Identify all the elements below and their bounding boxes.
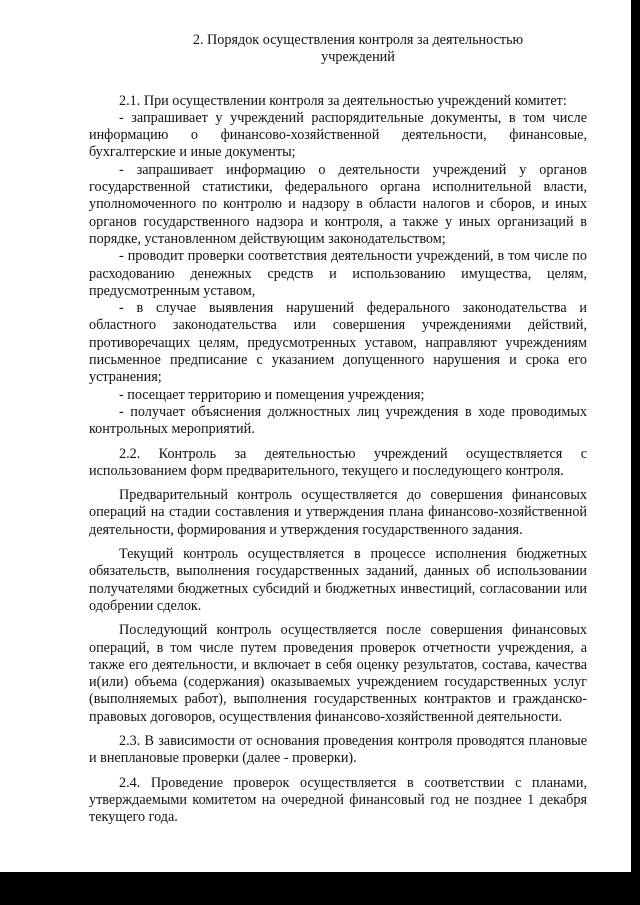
list-item-request-information: - запрашивает информацию о деятельности учреждений у органов государственной статистики, федерального органа исполнительной власти, уполномоченного по контролю и надзору в области налогов и сборов, и иных органов государственного надзора и контроля, а также у иных организаций в порядке, установленном действующим законодательством; [89, 161, 587, 247]
section-title-line-2: учреждений [321, 49, 395, 66]
list-item-request-documents: - запрашивает у учреждений распорядительные документы, в том числе информацию о финансово-хозяйственной деятельности, финансовые, бухгалтерские и иные документы; [89, 109, 587, 161]
paragraph-preliminary-control: Предварительный контроль осуществляется до совершения финансовых операций на стадии составления и утверждения плана финансово-хозяйственной деятельности, формирования и утверждения государственного задания. [89, 487, 587, 538]
section-title [89, 32, 587, 67]
section-title-line-1: 2. Порядок осуществления контроля за деятельностью [192, 32, 524, 48]
paragraph-2-2: 2.2. Контроль за деятельностью учреждений осуществляется с использованием форм предварительного, текущего и последующего контроля. [89, 445, 587, 479]
paragraph-2-3: 2.3. В зависимости от основания проведения контроля проводятся плановые и внеплановые проверки (далее - проверки). [89, 732, 587, 767]
list-item-visit-premises: - посещает территорию и помещения учреждения; [119, 386, 425, 403]
list-item-conduct-inspections: - проводит проверки соответствия деятельности учреждений, в том числе по расходованию денежных средств и использованию имущества, целям, предусмотренным уставом, [89, 248, 587, 299]
paragraph-subsequent-control: Последующий контроль осуществляется после совершения финансовых операций, в том числе путем проведения проверок отчетности учреждения, а также его деятельности, и включает в себя оценку результатов, состава, качества и(или) объема (содержания) оказываемых учреждением государственных услуг (выполняемых работ), выполнения государственных контрактов и гражданско-правовых договоров, осуществления финансово-хозяйственной деятельности. [89, 622, 587, 725]
list-item-obtain-explanations: - получает объяснения должностных лиц учреждения в ходе проводимых контрольных мероприятий. [89, 403, 587, 438]
paragraph-current-control: Текущий контроль осуществляется в процессе исполнения бюджетных обязательств, выполнения государственных заданий, данных об использовании получателями бюджетных субсидий и бюджетных инвестиций, согласовании или одобрении сделок. [89, 546, 587, 614]
document-body [89, 32, 587, 826]
paragraph-2-1: 2.1. При осуществлении контроля за деятельностью учреждений комитет: [119, 92, 567, 109]
list-item-issue-orders: - в случае выявления нарушений федерального законодательства и областного законодательства или совершения учреждениями действий, противоречащих целям, предусмотренных уставом, направляют учреждениям письменное предписание с указанием допущенного нарушения и срока его устранения; [89, 300, 587, 386]
scan-edge-right [631, 0, 640, 905]
paragraph-2-4: 2.4. Проведение проверок осуществляется в соответствии с планами, утверждаемыми комитетом на очередной финансовый год не позднее 1 декабря текущего года. [89, 774, 587, 826]
scan-edge-bottom [0, 872, 640, 905]
